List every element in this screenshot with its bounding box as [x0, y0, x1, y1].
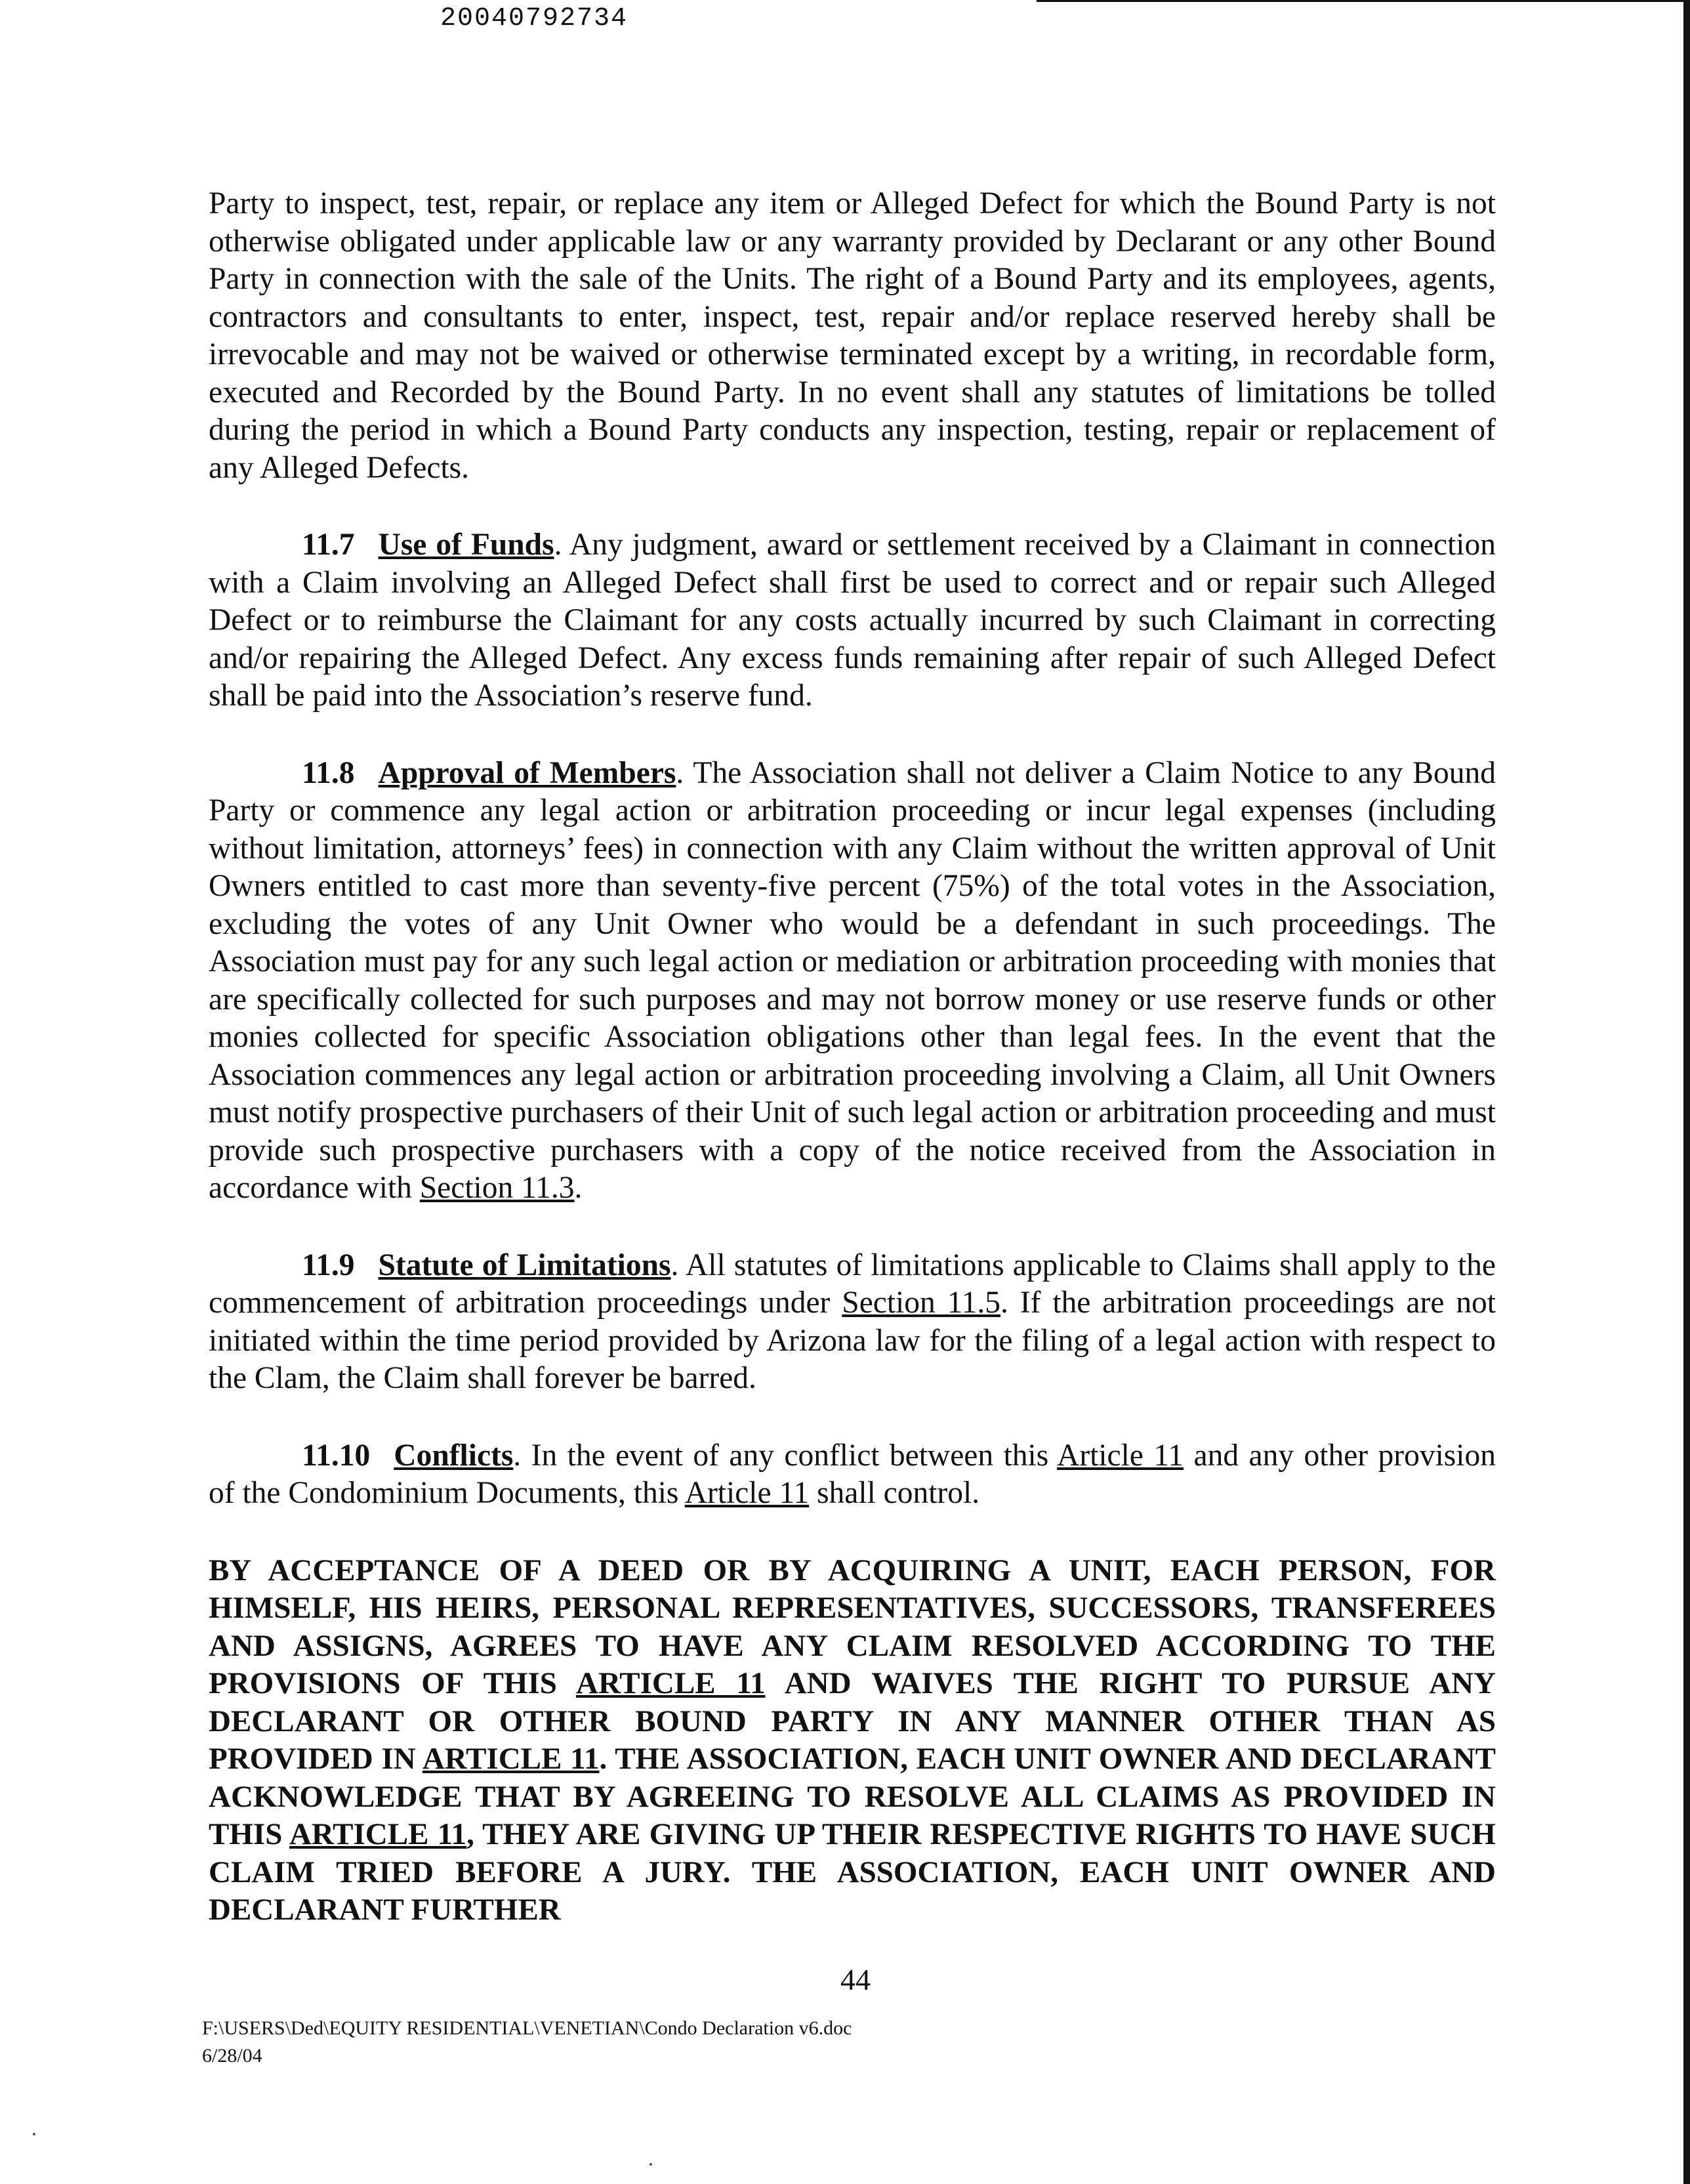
file-path: F:\USERS\Ded\EQUITY RESIDENTIAL\VENETIAN\Condo Declaration v6.doc: [202, 2017, 852, 2039]
jury-waiver-notice: [209, 1552, 1496, 1929]
cross-reference: Article 11: [1057, 1438, 1184, 1473]
cross-reference: ARTICLE 11: [576, 1666, 766, 1700]
notice-text: BY ACCEPTANCE OF A DEED OR BY ACQUIRING A UNIT, EACH PERSON, FOR HIMSELF, HIS HEIRS, PERSONAL REPRESENTATIVES, SUCCESSORS, TRANSFEREES AND ASSIGNS, AGREES TO HAVE ANY CLAIM RESOLVED ACCORDING TO THE PROVISIONS OF THIS: [209, 1553, 1496, 1700]
section-11-9: [209, 1247, 1496, 1398]
section-number: 11.7: [302, 528, 355, 562]
section-number: 11.9: [302, 1248, 355, 1282]
page-number: 44: [840, 1963, 871, 1996]
section-title: Approval of Members: [378, 755, 676, 790]
cross-reference: ARTICLE 11: [422, 1742, 600, 1776]
notice-text: AND WAIVES THE RIGHT TO PURSUE ANY DECLARANT OR OTHER BOUND PARTY IN ANY MANNER OTHER THAN AS PROVIDED IN: [209, 1666, 1496, 1776]
section-text-end: .: [574, 1171, 583, 1205]
continuation-paragraph: Party to inspect, test, repair, or replace any item or Alleged Defect for which the Bound Party is not otherwise obligated under applicable law or any warranty provided by Declarant or any other Bound Party in connection with the sale of the Units. The right of a Bound Party and its employees, agents, contractors and consultants to enter, inspect, test, repair and/or replace reserved hereby shall be irrevocable and may not be waived or otherwise terminated except by a writing, in recordable form, executed and Recorded by the Bound Party. In no event shall any statutes of limitations be tolled during the period in which a Bound Party conducts any inspection, testing, repair or replacement of any Alleged Defects.: [209, 186, 1496, 485]
cross-reference: Section 11.5: [842, 1286, 1001, 1320]
section-text: . If the arbitration proceedings are not initiated within the time period provided by Arizona law for the filing of a legal action with respect to the Clam, the Claim shall forever be barred.: [209, 1286, 1496, 1395]
document-number: 20040792734: [440, 4, 629, 33]
scan-speck: [33, 2133, 35, 2135]
notice-text: . THE ASSOCIATION, EACH UNIT OWNER AND DECLARANT ACKNOWLEDGE THAT BY AGREEING TO RESOLVE ALL CLAIMS AS PROVIDED IN THIS: [209, 1742, 1496, 1851]
section-title: Conflicts: [394, 1438, 514, 1473]
top-rule: [1037, 0, 1690, 2]
footer: [202, 2015, 852, 2070]
section-11-7: [209, 526, 1496, 715]
section-text: . All statutes of limitations applicable to Claims shall apply to the commencement of arbitration proceedings under: [209, 1248, 1496, 1320]
footer-date: 6/28/04: [202, 2045, 262, 2067]
section-text: . The Association shall not deliver a Claim Notice to any Bound Party or commence any legal action or arbitration proceeding or incur legal expenses (including without limitation, attorneys’ fees) in connection with any Claim without the written approval of Unit Owners entitled to cast more than seventy-five percent (75%) of the total votes in the Association, excluding the votes of any Unit Owner who would be a defendant in such proceedings. The Association must pay for any such legal action or mediation or arbitration proceeding with monies that are specifically collected for such purposes and may not borrow money or use reserve funds or other monies collected for specific Association obligations other than legal fees. In the event that the Association commences any legal action or arbitration proceeding involving a Claim, all Unit Owners must notify prospective purchasers of their Unit of such legal action or arbitration proceeding and must provide such prospective purchasers with a copy of the notice received from the Association in accordance with: [209, 755, 1496, 1205]
scan-edge-bar: [1683, 0, 1690, 2184]
cross-reference: Section 11.3: [419, 1171, 575, 1205]
cross-reference: ARTICLE 11: [289, 1817, 467, 1851]
section-title: Statute of Limitations: [378, 1248, 671, 1282]
scan-speck: [649, 2163, 652, 2166]
section-text: shall control.: [809, 1476, 980, 1510]
section-11-8: [209, 755, 1496, 1208]
section-text: . In the event of any conflict between this: [513, 1438, 1058, 1473]
notice-text: , THEY ARE GIVING UP THEIR RESPECTIVE RIGHTS TO HAVE SUCH CLAIM TRIED BEFORE A JURY. THE ASSOCIATION, EACH UNIT OWNER AND DECLARANT FURTHER: [209, 1817, 1496, 1927]
section-number: 11.8: [302, 755, 355, 790]
section-11-10: [209, 1437, 1496, 1513]
section-text: and any other provision of the Condominium Documents, this: [209, 1438, 1496, 1510]
section-number: 11.10: [302, 1438, 371, 1473]
section-title: Use of Funds: [378, 528, 554, 562]
cross-reference: Article 11: [684, 1476, 810, 1510]
document-body: [209, 185, 1496, 1969]
section-text: . Any judgment, award or settlement received by a Claimant in connection with a Claim involving an Alleged Defect shall first be used to correct and or repair such Alleged Defect or to reimburse the Claimant for any costs actually incurred by such Claimant in correcting and/or repairing the Alleged Defect. Any excess funds remaining after repair of such Alleged Defect shall be paid into the Association’s reserve fund.: [209, 528, 1496, 713]
